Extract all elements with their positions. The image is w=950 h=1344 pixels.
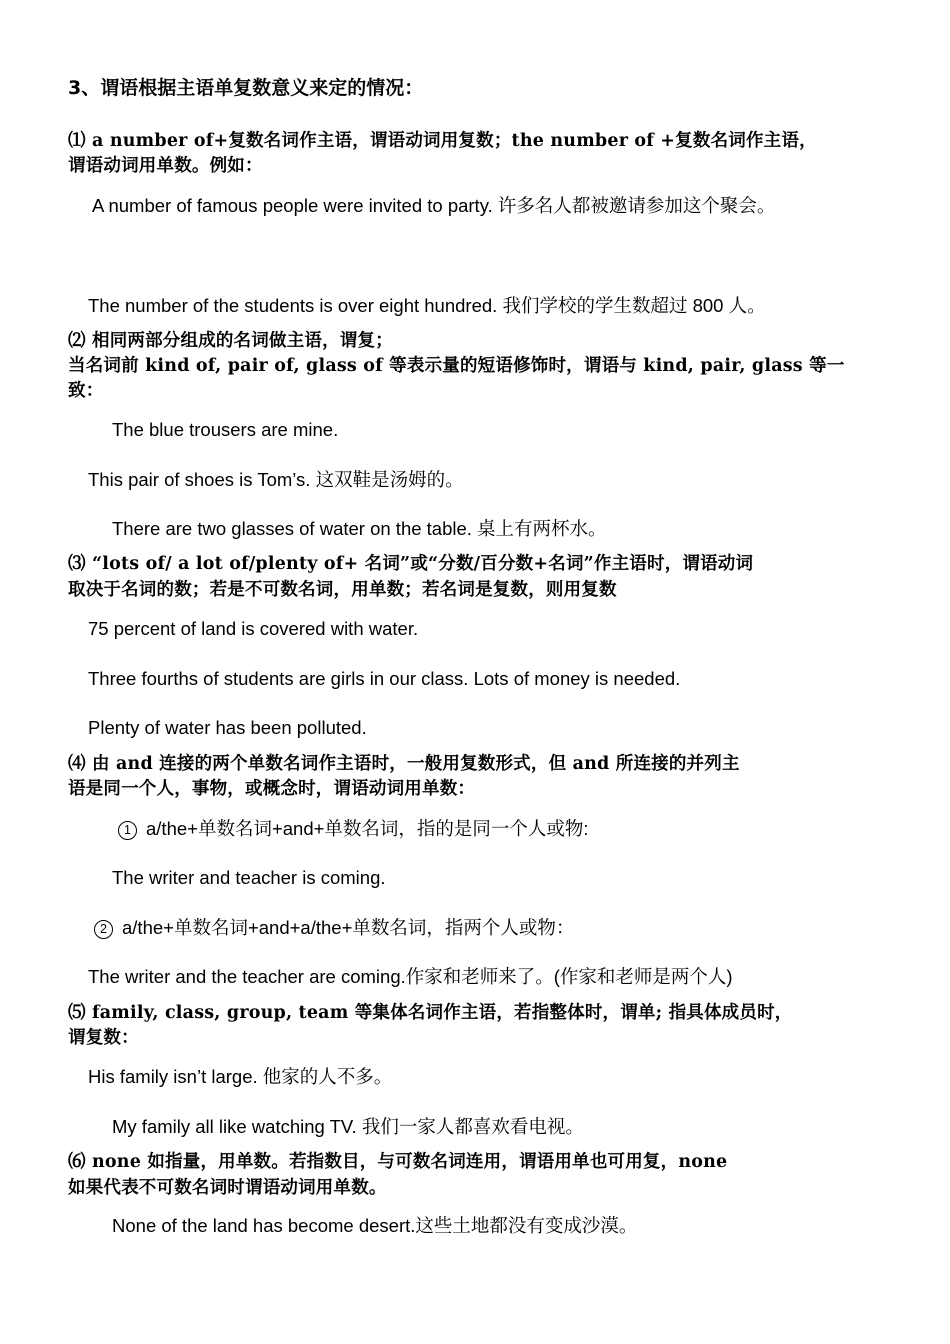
- rule-6-line-2: 如果代表不可数名词时谓语动词用单数。: [68, 1178, 387, 1198]
- circled-number-1: 1: [118, 821, 137, 840]
- example-text: His family isn’t large. 他家的人不多。: [88, 1066, 393, 1087]
- example-text: My family all like watching TV. 我们一家人都喜欢看电视。: [112, 1116, 584, 1137]
- example-text: The writer and the teacher are coming.作家和老师来了。(作家和老师是两个人): [88, 966, 733, 987]
- example-text: The writer and teacher is coming.: [112, 867, 386, 888]
- rule-2-line-1: ⑵ 相同两部分组成的名词做主语，谓复；: [68, 331, 393, 351]
- example-text: There are two glasses of water on the table. 桌上有两杯水。: [112, 518, 607, 539]
- rule-4-line-2: 语是同一个人，事物，或概念时，谓语动词用单数：: [68, 779, 476, 799]
- rule-3-line-2: 取决于名词的数；若是不可数名词，用单数；若名词是复数，则用复数: [68, 580, 617, 600]
- rule-5-line-2: 谓复数：: [68, 1028, 139, 1048]
- sub-case-2: [94, 919, 574, 939]
- example-text: The blue trousers are mine.: [112, 419, 339, 440]
- sub-case-2-text: a/the+单数名词+and+a/the+单数名词，指两个人或物：: [122, 917, 575, 938]
- rule-6-line-1: ⑹ none 如指量，用单数。若指数目，与可数名词连用，谓语用单也可用复，none: [68, 1152, 728, 1172]
- example-text: Three fourths of students are girls in our class. Lots of money is needed.: [88, 668, 681, 689]
- rule-2-line-2: 当名词前 kind of, pair of, glass of 等表示量的短语修饰时，谓语与 kind, pair, glass 等一: [68, 356, 845, 376]
- rule-4-line-1: ⑷ 由 and 连接的两个单数名词作主语时，一般用复数形式，但 and 所连接的并列主: [68, 754, 740, 774]
- rule-3-line-1: ⑶ “lots of/ a lot of/plenty of+ 名词”或“分数/百分数+名词”作主语时，谓语动词: [68, 554, 754, 574]
- example-text: 75 percent of land is covered with water.: [88, 618, 419, 639]
- sub-case-1-text: a/the+单数名词+and+单数名词，指的是同一个人或物:: [146, 818, 589, 839]
- example-text: This pair of shoes is Tom’s. 这双鞋是汤姆的。: [88, 469, 464, 490]
- example-text: A number of famous people were invited to party. 许多名人都被邀请参加这个聚会。: [92, 195, 776, 216]
- example-text: None of the land has become desert.这些土地都没有变成沙漠。: [112, 1215, 638, 1236]
- example-text: The number of the students is over eight hundred. 我们学校的学生数超过 800 人。: [88, 295, 766, 316]
- rule-2-line-3: 致：: [68, 381, 104, 401]
- example-text: Plenty of water has been polluted.: [88, 717, 367, 738]
- rule-1-line-1: ⑴ a number of+复数名词作主语，谓语动词用复数；the number of +复数名词作主语，: [68, 131, 817, 151]
- sub-case-1: [118, 820, 589, 840]
- rule-5-line-1: ⑸ family, class, group, team 等集体名词作主语，若指整体时，谓单; 指具体成员时，: [68, 1003, 793, 1023]
- section-title: 3、谓语根据主语单复数意义来定的情况：: [68, 77, 424, 99]
- rule-1-line-2: 谓语动词用单数。例如：: [68, 156, 263, 176]
- circled-number-2: 2: [94, 920, 113, 939]
